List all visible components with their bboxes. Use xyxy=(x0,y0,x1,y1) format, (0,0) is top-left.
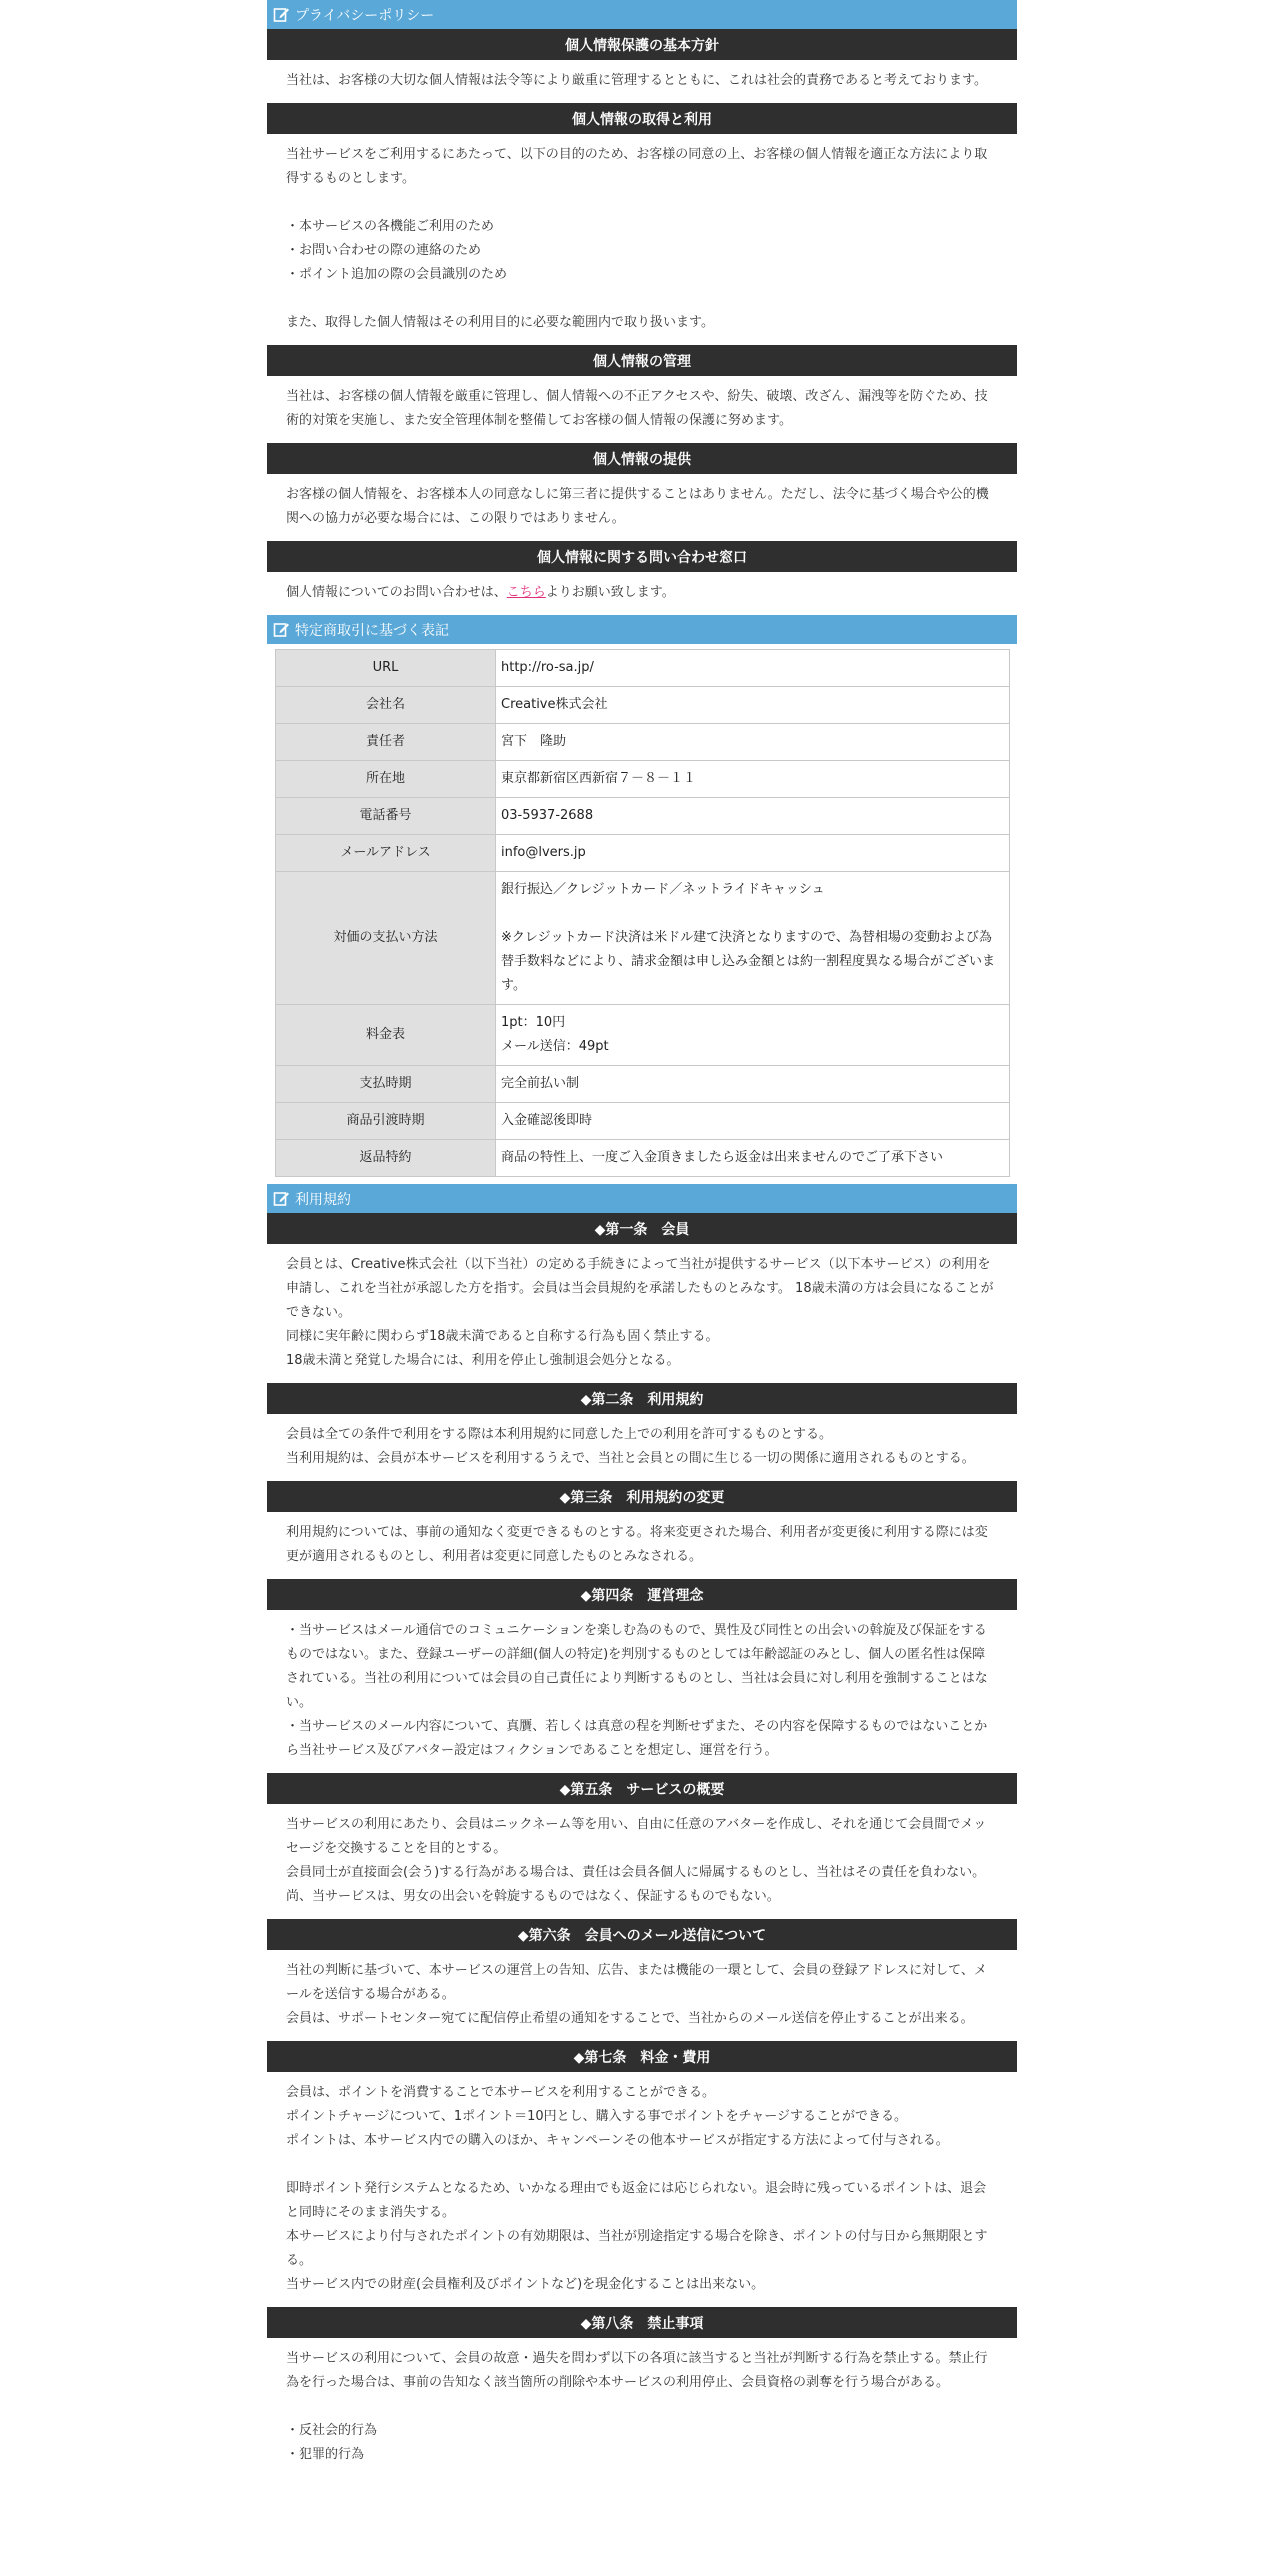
paragraph: ・ポイント追加の際の会員識別のため xyxy=(286,267,508,282)
section-heading: ◆第三条 利用規約の変更 xyxy=(267,1481,1017,1512)
section-heading: 個人情報に関する問い合わせ窓口 xyxy=(267,541,1017,572)
row-value xyxy=(496,1066,1010,1103)
paragraph: ・お問い合わせの際の連絡のため xyxy=(286,243,482,258)
row-label: 会社名 xyxy=(276,687,496,724)
section-body xyxy=(267,2072,1017,2307)
row-value-line: 東京都新宿区西新宿７－８－１１ xyxy=(501,771,697,786)
page-content xyxy=(267,0,1017,2568)
privacy-policy-title: プライバシーポリシー xyxy=(295,7,435,24)
section-heading: ◆第八条 禁止事項 xyxy=(267,2307,1017,2338)
row-value xyxy=(496,761,1010,798)
row-value xyxy=(496,1140,1010,1177)
paragraph: 当社の判断に基づいて、本サービスの運営上の告知、広告、または機能の一環として、会員の登録アドレスに対して、メールを送信する場合がある。 xyxy=(286,1963,987,2002)
blank-line xyxy=(286,2395,998,2419)
row-label: 支払時期 xyxy=(276,1066,496,1103)
table-row xyxy=(276,1005,1010,1066)
row-value xyxy=(496,1103,1010,1140)
paragraph: ・犯罪的行為 xyxy=(286,2447,365,2462)
row-value-line: 銀行振込／クレジットカード／ネットライドキャッシュ xyxy=(501,882,825,897)
section-body xyxy=(267,474,1017,541)
paragraph: 本サービスにより付与されたポイントの有効期限は、当社が別途指定する場合を除き、ポイントの付与日から無期限とする。 xyxy=(286,2229,988,2268)
table-row xyxy=(276,1066,1010,1103)
section-body xyxy=(267,60,1017,103)
paragraph: 当サービスの利用について、会員の故意・過失を問わず以下の各項に該当すると当社が判断する行為を禁止する。禁止行為を行った場合は、事前の告知なく該当箇所の削除や本サービスの利用停止、会員資格の剥奪を行う場合がある。 xyxy=(286,2351,988,2390)
row-value-line: 入金確認後即時 xyxy=(501,1113,593,1128)
row-label: 所在地 xyxy=(276,761,496,798)
row-value xyxy=(496,798,1010,835)
section-body xyxy=(267,1244,1017,1383)
section-body xyxy=(267,134,1017,345)
blank-line xyxy=(286,287,998,311)
row-label: メールアドレス xyxy=(276,835,496,872)
contact-link[interactable]: こちら xyxy=(506,585,546,600)
table-row xyxy=(276,872,1010,1005)
paragraph: 当社サービスをご利用するにあたって、以下の目的のため、お客様の同意の上、お客様の個人情報を適正な方法により取得するものとします。 xyxy=(286,147,988,186)
paragraph: ・本サービスの各機能ご利用のため xyxy=(286,219,495,234)
section-body xyxy=(267,2338,1017,2477)
table-row xyxy=(276,724,1010,761)
section-heading: ◆第六条 会員へのメール送信について xyxy=(267,1919,1017,1950)
row-value-line: 完全前払い制 xyxy=(501,1076,580,1091)
paragraph: ポイントは、本サービス内での購入のほか、キャンペーンその他本サービスが指定する方法によって付与される。 xyxy=(286,2133,949,2148)
row-label: URL xyxy=(276,650,496,687)
row-value-line: メール送信：49pt xyxy=(501,1039,609,1054)
row-label: 電話番号 xyxy=(276,798,496,835)
paragraph: また、取得した個人情報はその利用目的に必要な範囲内で取り扱います。 xyxy=(286,315,714,330)
commerce-title-bar xyxy=(267,615,1017,644)
paragraph: 当利用規約は、会員が本サービスを利用するうえで、当社と会員との間に生じる一切の関係に適用されるものとする。 xyxy=(286,1451,975,1466)
paragraph: ・当サービスのメール内容について、真贋、若しくは真意の程を判断せずまた、その内容を保障するものではないことから当社サービス及びアバター設定はフィクションであることを想定し、運営を行う。 xyxy=(286,1719,988,1758)
section-heading: ◆第二条 利用規約 xyxy=(267,1383,1017,1414)
terms-title-bar xyxy=(267,1184,1017,1213)
paragraph: ・反社会的行為 xyxy=(286,2423,378,2438)
section-heading: ◆第七条 料金・費用 xyxy=(267,2041,1017,2072)
paragraph: 会員とは、Creative株式会社（以下当社）の定める手続きによって当社が提供するサービス（以下本サービス）の利用を申請し、これを当社が承認した方を指す。会員は当会員規約を承諾したものとみなす。 18歳未満の方は会員になることができない。 xyxy=(286,1257,994,1320)
row-value-line: ※クレジットカード決済は米ドル建て決済となりますので、為替相場の変動および為替手数料などにより、請求金額は申し込み金額とは約一割程度異なる場合がございます。 xyxy=(501,930,996,993)
section-heading: 個人情報の取得と利用 xyxy=(267,103,1017,134)
paragraph: ポイントチャージについて、1ポイント＝10円とし、購入する事でポイントをチャージすることができる。 xyxy=(286,2109,907,2124)
row-value-line: Creative株式会社 xyxy=(501,697,608,712)
row-value-line: http://ro-sa.jp/ xyxy=(501,660,594,675)
paragraph: 利用規約については、事前の通知なく変更できるものとする。将来変更された場合、利用者が変更後に利用する際には変更が適用されるものとし、利用者は変更に同意したものとみなされる。 xyxy=(286,1525,988,1564)
section-body xyxy=(267,1414,1017,1481)
paragraph: 会員同士が直接面会(会う)する行為がある場合は、責任は会員各個人に帰属するものとし、当社はその責任を負わない。 xyxy=(286,1865,986,1880)
contact-text-before: 個人情報についてのお問い合わせは、 xyxy=(286,585,507,600)
row-label: 料金表 xyxy=(276,1005,496,1066)
paragraph: 会員は、サポートセンター宛てに配信停止希望の通知をすることで、当社からのメール送信を停止することが出来る。 xyxy=(286,2011,974,2026)
contact-text-after: よりお願い致します。 xyxy=(545,585,675,600)
row-value-line: 03-5937-2688 xyxy=(501,808,594,823)
paragraph: 会員は全ての条件で利用をする際は本利用規約に同意した上での利用を許可するものとする。 xyxy=(286,1427,833,1442)
table-row xyxy=(276,650,1010,687)
terms-sections xyxy=(267,1213,1017,2477)
row-value-line: 商品の特性上、一度ご入金頂きましたら返金は出来ませんのでご了承下さい xyxy=(501,1150,944,1165)
row-label: 責任者 xyxy=(276,724,496,761)
section-heading: ◆第一条 会員 xyxy=(267,1213,1017,1244)
terms-title: 利用規約 xyxy=(295,1191,351,1208)
section-body xyxy=(267,1610,1017,1773)
paragraph: 即時ポイント発行システムとなるため、いかなる理由でも返金には応じられない。退会時に残っているポイントは、退会と同時にそのまま消失する。 xyxy=(286,2181,987,2220)
row-value xyxy=(496,687,1010,724)
row-label: 対価の支払い方法 xyxy=(276,872,496,1005)
blank-line xyxy=(501,902,1004,926)
privacy-policy-title-bar xyxy=(267,0,1017,29)
paragraph: 当サービス内での財産(会員権利及びポイントなど)を現金化することは出来ない。 xyxy=(286,2277,765,2292)
table-row xyxy=(276,1140,1010,1177)
edit-icon xyxy=(273,6,290,23)
table-row xyxy=(276,835,1010,872)
row-value-line: 1pt：10円 xyxy=(501,1015,566,1030)
edit-icon xyxy=(273,621,290,638)
table-row xyxy=(276,798,1010,835)
paragraph: 当社は、お客様の個人情報を厳重に管理し、個人情報への不正アクセスや、紛失、破壊、改ざん、漏洩等を防ぐため、技術的対策を実施し、また安全管理体制を整備してお客様の個人情報の保護に努めます。 xyxy=(286,389,988,428)
blank-line xyxy=(286,2153,998,2177)
row-label: 商品引渡時期 xyxy=(276,1103,496,1140)
section-heading: 個人情報の管理 xyxy=(267,345,1017,376)
paragraph: 会員は、ポイントを消費することで本サービスを利用することができる。 xyxy=(286,2085,716,2100)
paragraph: 18歳未満と発覚した場合には、利用を停止し強制退会処分となる。 xyxy=(286,1353,680,1368)
section-heading: ◆第五条 サービスの概要 xyxy=(267,1773,1017,1804)
table-row xyxy=(276,1103,1010,1140)
privacy-sections xyxy=(267,29,1017,541)
table-row xyxy=(276,761,1010,798)
paragraph: お客様の個人情報を、お客様本人の同意なしに第三者に提供することはありません。ただし、法令に基づく場合や公的機関への協力が必要な場合には、この限りではありません。 xyxy=(286,487,989,526)
row-value xyxy=(496,835,1010,872)
row-label: 返品特約 xyxy=(276,1140,496,1177)
blank-line xyxy=(286,191,998,215)
row-value-line: 宮下 隆助 xyxy=(501,734,567,749)
row-value xyxy=(496,1005,1010,1066)
section-body xyxy=(267,1512,1017,1579)
table-row xyxy=(276,687,1010,724)
edit-icon xyxy=(273,1190,290,1207)
section-body xyxy=(267,1950,1017,2041)
section-heading: 個人情報の提供 xyxy=(267,443,1017,474)
row-value xyxy=(496,724,1010,761)
row-value xyxy=(496,650,1010,687)
row-value xyxy=(496,872,1010,1005)
section-body xyxy=(267,1804,1017,1919)
section-heading: 個人情報保護の基本方針 xyxy=(267,29,1017,60)
section-heading: ◆第四条 運営理念 xyxy=(267,1579,1017,1610)
paragraph: 当サービスの利用にあたり、会員はニックネーム等を用い、自由に任意のアバターを作成し、それを通じて会員間でメッセージを交換することを目的とする。 xyxy=(286,1817,987,1856)
row-value-line: info@lvers.jp xyxy=(501,845,586,860)
commerce-table-wrap xyxy=(267,644,1017,1184)
paragraph: 当社は、お客様の大切な個人情報は法令等により厳重に管理するとともに、これは社会的責務であると考えております。 xyxy=(286,73,987,88)
paragraph: 尚、当サービスは、男女の出会いを斡旋するものではなく、保証するものでもない。 xyxy=(286,1889,780,1904)
commerce-title: 特定商取引に基づく表記 xyxy=(295,622,449,639)
commerce-table xyxy=(275,649,1010,1177)
paragraph: ・当サービスはメール通信でのコミュニケーションを楽しむ為のもので、異性及び同性との出会いの斡旋及び保証をするものではない。また、登録ユーザーの詳細(個人の特定)を判別するものとしては年齢認証のみとし、個人の匿名性は保障されている。当社の利用については会員の自己責任により判断するものとし、当社は会員に対し利用を強制することはない。 xyxy=(286,1623,988,1710)
section-body xyxy=(267,376,1017,443)
contact-text xyxy=(267,572,1017,615)
paragraph: 同様に実年齢に関わらず18歳未満であると自称する行為も固く禁止する。 xyxy=(286,1329,719,1344)
